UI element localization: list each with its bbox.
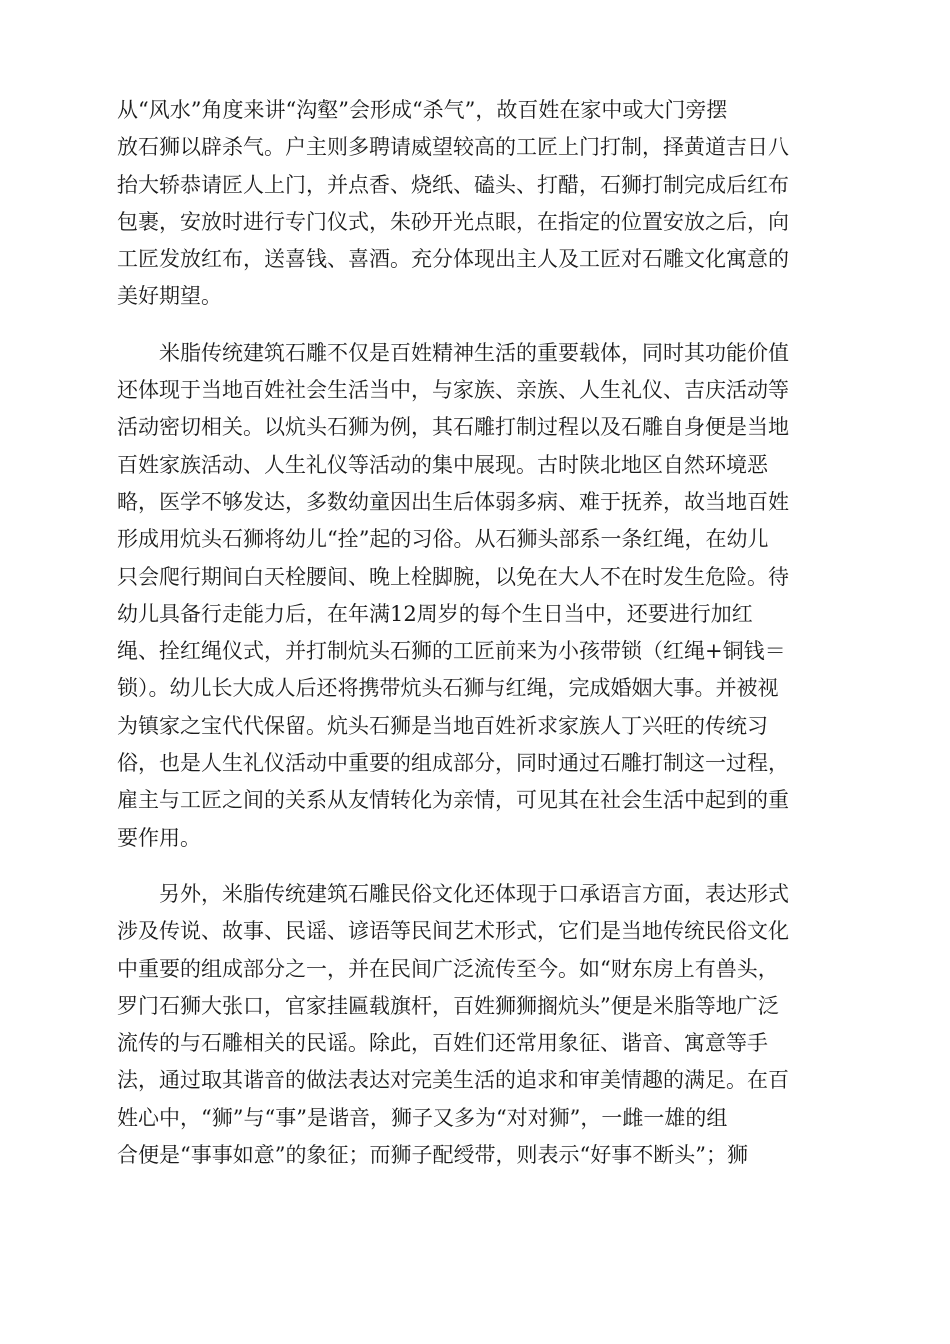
text-line: 另外，米脂传统建筑石雕民俗文化还体现于口承语言方面，表达形式 [159,881,789,906]
text-line: 俗，也是人生礼仪活动中重要的组成部分，同时通过石雕打制这一过程， [117,751,789,776]
text-line: 略，医学不够发达，多数幼童因出生后体弱多病、难于抚养，故当地百姓 [117,489,789,514]
text-line: 从“风水”角度来讲“沟壑”会形成“杀气”，故百姓在家中或大门旁摆 [117,98,728,122]
text-line: 美好期望。 [117,284,222,309]
text-line: 活动密切相关。以炕头石狮为例，其石雕打制过程以及石雕自身便是当地 [117,415,789,440]
text-line: 雇主与工匠之间的关系从友情转化为亲情，可见其在社会生活中起到的重 [117,788,789,813]
text-line: 形成用炕头石狮将幼儿“拴”起的习俗。从石狮头部系一条红绳，在幼儿 [117,527,769,552]
text-line: 抬大轿恭请匠人上门，并点香、烧纸、磕头、打醋，石狮打制完成后红布 [117,172,789,197]
document-page [117,92,835,1174]
text-line: 百姓家族活动、人生礼仪等活动的集中展现。古时陕北地区自然环境恶 [117,452,768,477]
text-line: 放石狮以辟杀气。户主则多聘请威望较高的工匠上门打制，择黄道吉日八 [117,135,789,160]
text-line: 罗门石狮大张口，官家挂匾载旗杆，百姓狮狮搁炕头”便是米脂等地广泛 [117,993,779,1018]
paragraph-3 [117,876,835,1174]
text-line: 只会爬行期间白天栓腰间、晚上栓脚腕，以免在大人不在时发生危险。待 [117,564,789,589]
text-line: 中重要的组成部分之一，并在民间广泛流传至今。如“财东房上有兽头， [117,956,779,981]
text-line: 法，通过取其谐音的做法表达对完美生活的追求和审美情趣的满足。在百 [117,1068,789,1093]
paragraph-2 [117,335,835,857]
text-line: 锁）。幼儿长大成人后还将携带炕头石狮与红绳，完成婚姻大事。并被视 [117,676,779,701]
text-line: 还体现于当地百姓社会生活当中，与家族、亲族、人生礼仪、吉庆活动等 [117,378,789,403]
text-line: 涉及传说、故事、民谣、谚语等民间艺术形式，它们是当地传统民俗文化 [117,919,789,944]
text-line: 流传的与石雕相关的民谣。除此，百姓们还常用象征、谐音、寓意等手 [117,1031,768,1056]
text-line: 工匠发放红布，送喜钱、喜酒。充分体现出主人及工匠对石雕文化寓意的 [117,247,789,272]
text-line: 要作用。 [117,825,201,850]
paragraph-1 [117,92,835,316]
text-line: 米脂传统建筑石雕不仅是百姓精神生活的重要载体，同时其功能价值 [159,340,789,365]
text-line: 合便是“事事如意”的象征；而狮子配绶带，则表示“好事不断头”；狮 [117,1143,748,1168]
text-line: 绳、拴红绳仪式，并打制炕头石狮的工匠前来为小孩带锁（红绳+铜钱＝ [117,639,786,664]
text-line: 幼儿具备行走能力后，在年满12周岁的每个生日当中，还要进行加红 [117,601,753,626]
text-line: 姓心中，“狮”与“事”是谐音，狮子又多为“对对狮”，一雌一雄的组 [117,1105,728,1130]
text-line: 包裹，安放时进行专门仪式，朱砂开光点眼，在指定的位置安放之后，向 [117,209,789,234]
text-line: 为镇家之宝代代保留。炕头石狮是当地百姓祈求家族人丁兴旺的传统习 [117,713,768,738]
